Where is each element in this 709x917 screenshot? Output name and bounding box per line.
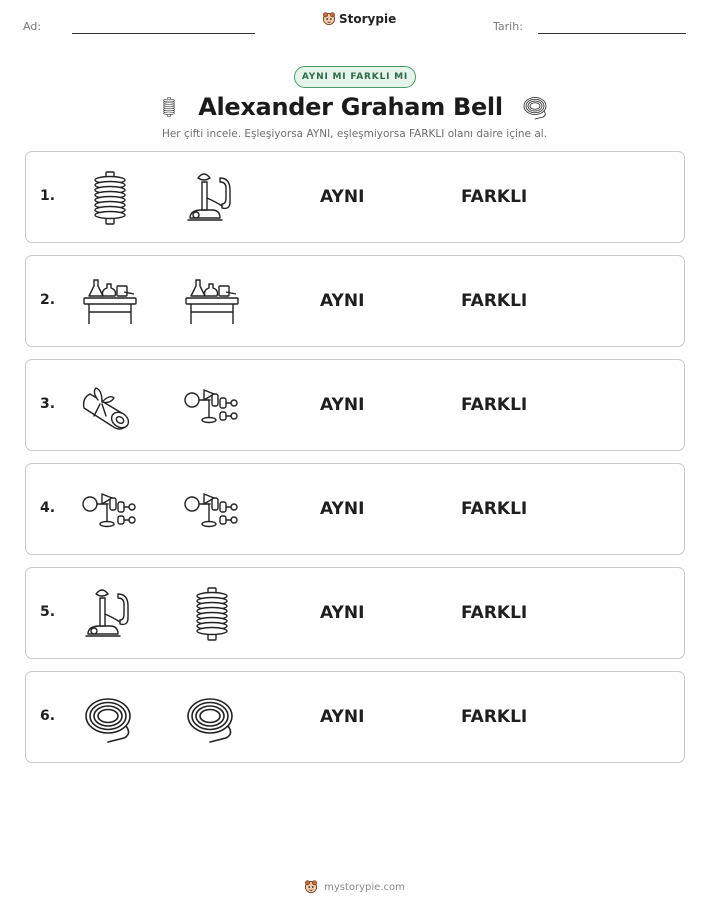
- row-number: 1.: [40, 188, 56, 204]
- date-line[interactable]: [538, 33, 686, 34]
- date-label: Tarih:: [493, 20, 523, 33]
- activity-badge: AYNI MI FARKLI MI: [294, 66, 416, 88]
- coil-icon: [80, 168, 140, 228]
- same-option[interactable]: AYNI: [320, 603, 365, 623]
- coil-icon: [182, 584, 242, 644]
- different-option[interactable]: FARKLI: [461, 603, 528, 623]
- different-option[interactable]: FARKLI: [461, 395, 528, 415]
- row-number: 5.: [40, 604, 56, 620]
- row-number: 4.: [40, 500, 56, 516]
- exercise-row: [25, 255, 685, 347]
- storypie-mascot-icon: [322, 12, 336, 26]
- different-option[interactable]: FARKLI: [461, 499, 528, 519]
- storypie-mascot-icon: [304, 880, 318, 894]
- exercise-row: [25, 567, 685, 659]
- footer: [0, 880, 709, 894]
- row-number: 3.: [40, 396, 56, 412]
- different-option[interactable]: FARKLI: [461, 187, 528, 207]
- diploma-scroll-icon: [80, 376, 140, 436]
- title-row: [0, 90, 709, 124]
- exercise-row: [25, 463, 685, 555]
- name-label: Ad:: [23, 20, 42, 33]
- telephone-apparatus-icon: [182, 376, 242, 436]
- same-option[interactable]: AYNI: [320, 707, 365, 727]
- different-option[interactable]: FARKLI: [461, 707, 528, 727]
- row-number: 6.: [40, 708, 56, 724]
- lab-table-icon: [80, 272, 140, 332]
- instructions: Her çifti incele. Eşleşiyorsa AYNI, eşleşmiyorsa FARKLI olanı daire içine al.: [161, 128, 548, 140]
- coil-icon: [158, 92, 180, 122]
- exercise-row: [25, 151, 685, 243]
- same-option[interactable]: AYNI: [320, 291, 365, 311]
- different-option[interactable]: FARKLI: [461, 291, 528, 311]
- brand-logo: [322, 12, 396, 26]
- cable-coil-icon: [182, 688, 242, 748]
- name-line[interactable]: [72, 33, 255, 34]
- candlestick-telephone-icon: [80, 584, 140, 644]
- exercise-row: [25, 359, 685, 451]
- row-number: 2.: [40, 292, 56, 308]
- page-title: Alexander Graham Bell: [198, 93, 503, 121]
- candlestick-telephone-icon: [182, 168, 242, 228]
- cable-coil-icon: [521, 92, 551, 122]
- brand-name: Storypie: [339, 12, 397, 26]
- same-option[interactable]: AYNI: [320, 187, 365, 207]
- same-option[interactable]: AYNI: [320, 499, 365, 519]
- lab-table-icon: [182, 272, 242, 332]
- exercise-row: [25, 671, 685, 763]
- telephone-apparatus-icon: [182, 480, 242, 540]
- footer-url: mystorypie.com: [324, 881, 405, 893]
- cable-coil-icon: [80, 688, 140, 748]
- telephone-apparatus-icon: [80, 480, 140, 540]
- same-option[interactable]: AYNI: [320, 395, 365, 415]
